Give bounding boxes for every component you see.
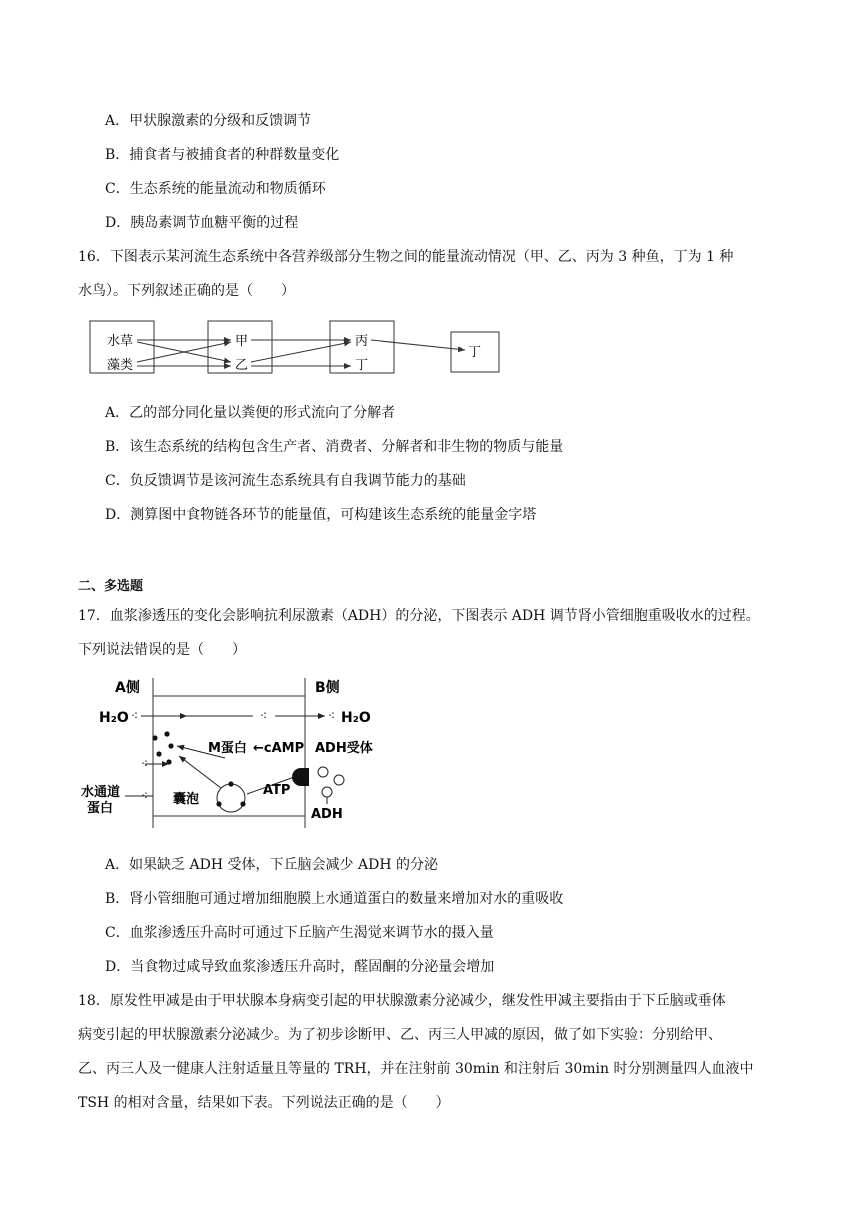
label-shuicao: 水草 xyxy=(107,334,134,349)
q16-stem-line1: 16．下图表示某河流生态系统中各营养级部分生物之间的能量流动情况（甲、乙、丙为 3 种鱼，丁为 1 种 xyxy=(78,249,734,265)
q18-stem-line3: 乙、丙三人及一健康人注射适量且等量的 TRH，并在注射前 30min 和注射后 30min 时分别测量四人血液中 xyxy=(78,1061,754,1077)
h2o-left-label: H₂O xyxy=(99,710,129,726)
adh-receptor-label: ADH受体 xyxy=(315,741,373,756)
q17-option-c: C．血浆渗透压升高时可通过下丘脑产生渴觉来调节水的摄入量 xyxy=(105,925,494,941)
label-ding-box3: 丁 xyxy=(355,358,369,373)
label-zaolei: 藻类 xyxy=(107,358,134,373)
q15-option-a: A．甲状腺激素的分级和反馈调节 xyxy=(105,113,312,129)
q16-option-a: A．乙的部分同化量以粪便的形式流向了分解者 xyxy=(105,405,396,421)
svg-text:⁖: ⁖ xyxy=(141,789,149,803)
svg-text:⁖: ⁖ xyxy=(141,757,149,771)
side-a-label: A侧 xyxy=(115,680,140,696)
label-ding-box4: 丁 xyxy=(468,345,482,360)
side-b-label: B侧 xyxy=(315,680,340,696)
camp-label: ←cAMP xyxy=(253,741,305,756)
label-yi: 乙 xyxy=(235,358,249,373)
atp-label: ATP xyxy=(263,783,291,798)
svg-text:⁖: ⁖ xyxy=(328,709,336,723)
adh-label: ADH xyxy=(311,807,343,822)
adh-receptor xyxy=(292,768,301,786)
label-bing: 丙 xyxy=(355,334,369,349)
q16-stem-line2: 水鸟）。下列叙述正确的是（ ） xyxy=(78,283,295,299)
q15-option-c: C．生态系统的能量流动和物质循环 xyxy=(105,181,326,197)
q18-stem-line2: 病变引起的甲状腺激素分泌减少。为了初步诊断甲、乙、丙三人甲减的原因，做了如下实验：分别给甲、 xyxy=(78,1027,722,1043)
svg-text:⁖: ⁖ xyxy=(260,709,268,723)
q18-stem-line1: 18．原发性甲减是由于甲状腺本身病变引起的甲状腺激素分泌减少，继发性甲减主要指由于下丘脑或垂体 xyxy=(78,993,726,1009)
q16-option-d: D．测算图中食物链各环节的能量值，可构建该生态系统的能量金字塔 xyxy=(105,507,537,523)
vesicle xyxy=(217,784,245,812)
h2o-right-label: H₂O xyxy=(341,710,371,726)
q15-option-d: D．胰岛素调节血糖平衡的过程 xyxy=(105,215,299,231)
q16-option-c: C．负反馈调节是该河流生态系统具有自我调节能力的基础 xyxy=(105,473,466,489)
water-channel-label-1: 水通道 xyxy=(81,785,121,800)
q17-stem-line2: 下列说法错误的是（ ） xyxy=(78,642,246,658)
food-web-diagram xyxy=(85,315,515,385)
q17-stem-line1: 17．血浆渗透压的变化会影响抗利尿激素（ADH）的分泌，下图表示 ADH 调节肾小管细胞重吸收水的过程。 xyxy=(78,608,760,624)
svg-text:⁖: ⁖ xyxy=(131,709,139,723)
q17-option-d: D．当食物过咸导致血浆渗透压升高时，醛固酮的分泌量会增加 xyxy=(105,959,495,975)
section-title: 二、多选题 xyxy=(78,579,144,594)
q17-option-a: A．如果缺乏 ADH 受体，下丘脑会减少 ADH 的分泌 xyxy=(105,857,438,873)
vesicle-label: 囊泡 xyxy=(173,792,200,807)
q18-stem-line4: TSH 的相对含量，结果如下表。下列说法正确的是（ ） xyxy=(78,1095,450,1111)
q15-option-b: B．捕食者与被捕食者的种群数量变化 xyxy=(105,147,340,163)
q17-option-b: B．肾小管细胞可通过增加细胞膜上水通道蛋白的数量来增加对水的重吸收 xyxy=(105,891,564,907)
m-protein-label: M蛋白 xyxy=(208,741,247,756)
adh-diagram xyxy=(75,676,395,836)
water-channel-label-2: 蛋白 xyxy=(87,801,114,816)
q16-option-b: B．该生态系统的结构包含生产者、消费者、分解者和非生物的物质与能量 xyxy=(105,439,564,455)
label-jia: 甲 xyxy=(235,334,249,349)
